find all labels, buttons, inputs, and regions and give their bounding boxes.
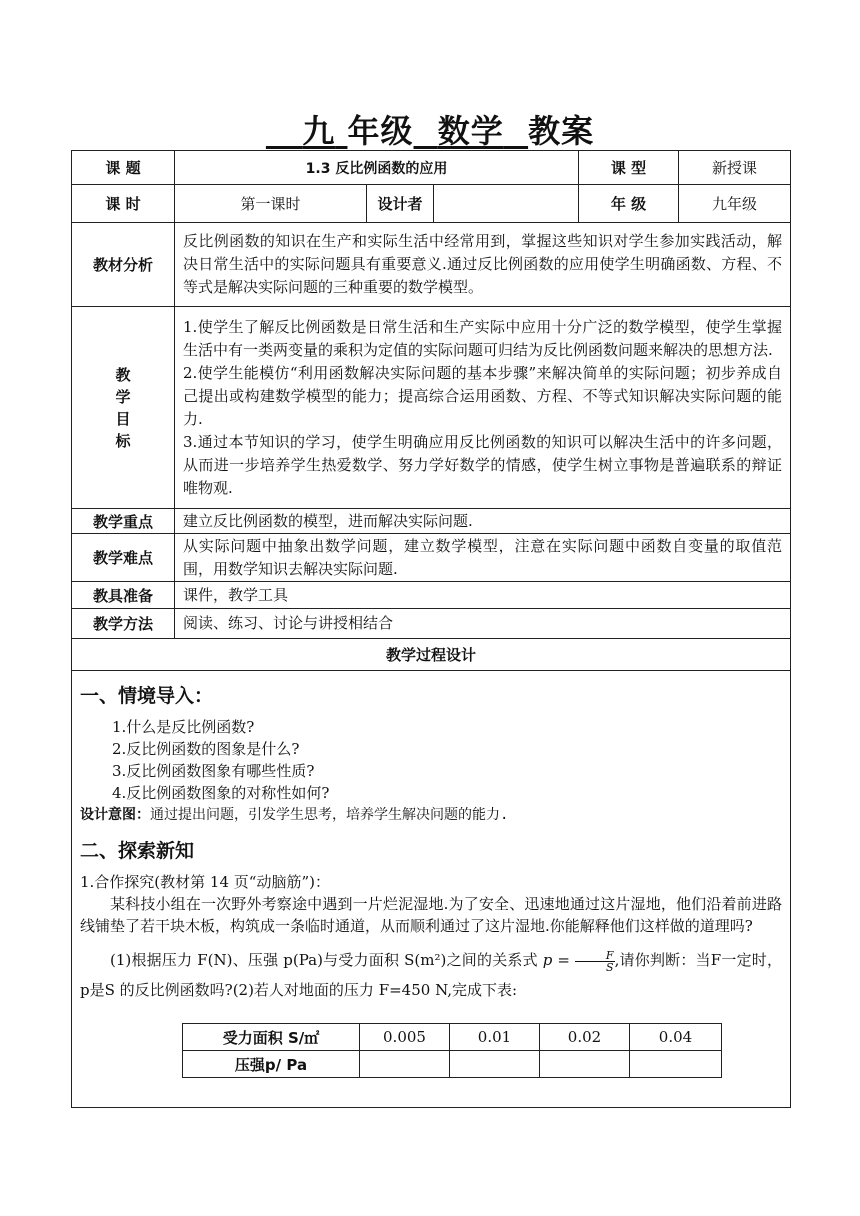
table-cell bbox=[540, 1051, 630, 1078]
title-doc-type: 教案 bbox=[528, 112, 595, 150]
title-grade: 九 bbox=[302, 112, 336, 150]
formula-denominator: S bbox=[605, 960, 614, 974]
tools-text: 课件，教学工具 bbox=[175, 582, 791, 609]
objectives-text bbox=[175, 307, 791, 509]
type-label: 课 型 bbox=[579, 151, 679, 185]
key-points-label: 教学重点 bbox=[72, 509, 175, 534]
key-points-text: 建立反比例函数的模型，进而解决实际问题. bbox=[175, 509, 791, 534]
table-cell bbox=[630, 1051, 722, 1078]
methods-text: 阅读、练习、讨论与讲授相结合 bbox=[175, 609, 791, 639]
objectives-label bbox=[72, 307, 175, 509]
title-grade-label: 年级 bbox=[347, 112, 414, 150]
table-header-cell: 0.02 bbox=[540, 1024, 630, 1051]
period-label: 课 时 bbox=[72, 185, 175, 223]
section2-question bbox=[80, 945, 782, 1005]
section2-paragraph: 某科技小组在一次野外考察途中遇到一片烂泥湿地.为了安全、迅速地通过这片湿地，他们沿着前进路线铺垫了若干块木板，构筑成一条临时通道，从而顺利通过了这片湿地.你能解释他们这样做的道理吗? bbox=[80, 895, 783, 935]
table-row-label: 压强p/ Pa bbox=[183, 1051, 360, 1078]
designer-value bbox=[434, 185, 579, 223]
section1-heading: 一、情境导入： bbox=[80, 685, 214, 707]
process-content bbox=[72, 671, 791, 1108]
topic-label: 课 题 bbox=[72, 151, 175, 185]
grade-label: 年 级 bbox=[579, 185, 679, 223]
lesson-plan-table bbox=[71, 150, 791, 1108]
table-header-cell: 受力面积 S/㎡ bbox=[183, 1024, 360, 1051]
difficulties-label: 教学难点 bbox=[72, 534, 175, 582]
table-header-cell: 0.005 bbox=[360, 1024, 450, 1051]
methods-label: 教学方法 bbox=[72, 609, 175, 639]
formula-numerator: F bbox=[575, 950, 615, 962]
objective-item: 1.使学生了解反比例函数是日常生活和生产实际中应用十分广泛的数学模型，使学生掌握生活中有一类两变量的乘积为定值的实际问题可归结为反比例函数问题来解决的思想方法. bbox=[183, 317, 783, 359]
page-title bbox=[0, 106, 860, 152]
question-text-before: (1)根据压力 F(N)、压强 p(Pa)与受力面积 S(m²)之间的关系式 bbox=[110, 951, 543, 969]
intro-question: 2.反比例函数的图象是什么? bbox=[112, 740, 300, 758]
difficulties-text: 从实际问题中抽象出数学问题，建立数学模型，注意在实际问题中函数自变量的取值范围，用数学知识去解决实际问题. bbox=[175, 534, 791, 582]
table-cell bbox=[360, 1051, 450, 1078]
type-value: 新授课 bbox=[679, 151, 791, 185]
table-header-row bbox=[183, 1024, 722, 1051]
design-intent-text: 通过提出问题，引发学生思考，培养学生解决问题的能力. bbox=[150, 807, 509, 823]
title-subject: 数学 bbox=[437, 112, 504, 150]
intro-question: 3.反比例函数图象有哪些性质? bbox=[112, 762, 315, 780]
objectives-label-char: 标 bbox=[115, 431, 131, 450]
question-text-after: ,请你判断：当F一定时，p是S 的反比例函数吗?(2)若人对地面的压力 F=450 N,完成下表: bbox=[80, 951, 782, 999]
designer-label: 设计者 bbox=[367, 185, 434, 223]
section2-heading: 二、探索新知 bbox=[80, 840, 195, 862]
analysis-label: 教材分析 bbox=[72, 223, 175, 307]
objective-item: 2.使学生能模仿“利用函数解决实际问题的基本步骤”来解决简单的实际问题；初步养成自己提出或构建数学模型的能力；提高综合运用函数、方程、不等式知识解决实际问题的能力. bbox=[183, 363, 783, 428]
formula-lhs: p = bbox=[542, 951, 570, 969]
objective-item: 3.通过本节知识的学习，使学生明确应用反比例函数的知识可以解决生活中的许多问题，从而进一步培养学生热爱数学、努力学好数学的情感，使学生树立事物是普遍联系的辩证唯物观. bbox=[183, 432, 783, 497]
analysis-text: 反比例函数的知识在生产和实际生活中经常用到，掌握这些知识对学生参加实践活动，解决日常生活中的实际问题具有重要意义.通过反比例函数的应用使学生明确函数、方程、不等式是解决实际问题的三种重要的数学模型。 bbox=[175, 223, 791, 307]
table-header-cell: 0.01 bbox=[450, 1024, 540, 1051]
process-title: 教学过程设计 bbox=[72, 639, 791, 671]
design-intent bbox=[80, 804, 782, 826]
objectives-label-char: 教 bbox=[115, 365, 131, 384]
table-row bbox=[183, 1051, 722, 1078]
period-value: 第一课时 bbox=[175, 185, 367, 223]
intro-question: 4.反比例函数图象的对称性如何? bbox=[112, 784, 330, 802]
grade-value: 九年级 bbox=[679, 185, 791, 223]
table-header-cell: 0.04 bbox=[630, 1024, 722, 1051]
tools-label: 教具准备 bbox=[72, 582, 175, 609]
topic-value: 1.3 反比例函数的应用 bbox=[175, 151, 579, 185]
formula-fraction bbox=[575, 950, 615, 973]
table-cell bbox=[450, 1051, 540, 1078]
pressure-table bbox=[182, 1023, 722, 1078]
objectives-label-char: 学 bbox=[115, 387, 131, 406]
objectives-label-char: 目 bbox=[115, 409, 131, 428]
section2-subheading: 1.合作探究(教材第 14 页“动脑筋”)： bbox=[80, 873, 330, 891]
intro-question: 1.什么是反比例函数? bbox=[112, 718, 255, 736]
design-intent-label: 设计意图： bbox=[80, 807, 150, 823]
